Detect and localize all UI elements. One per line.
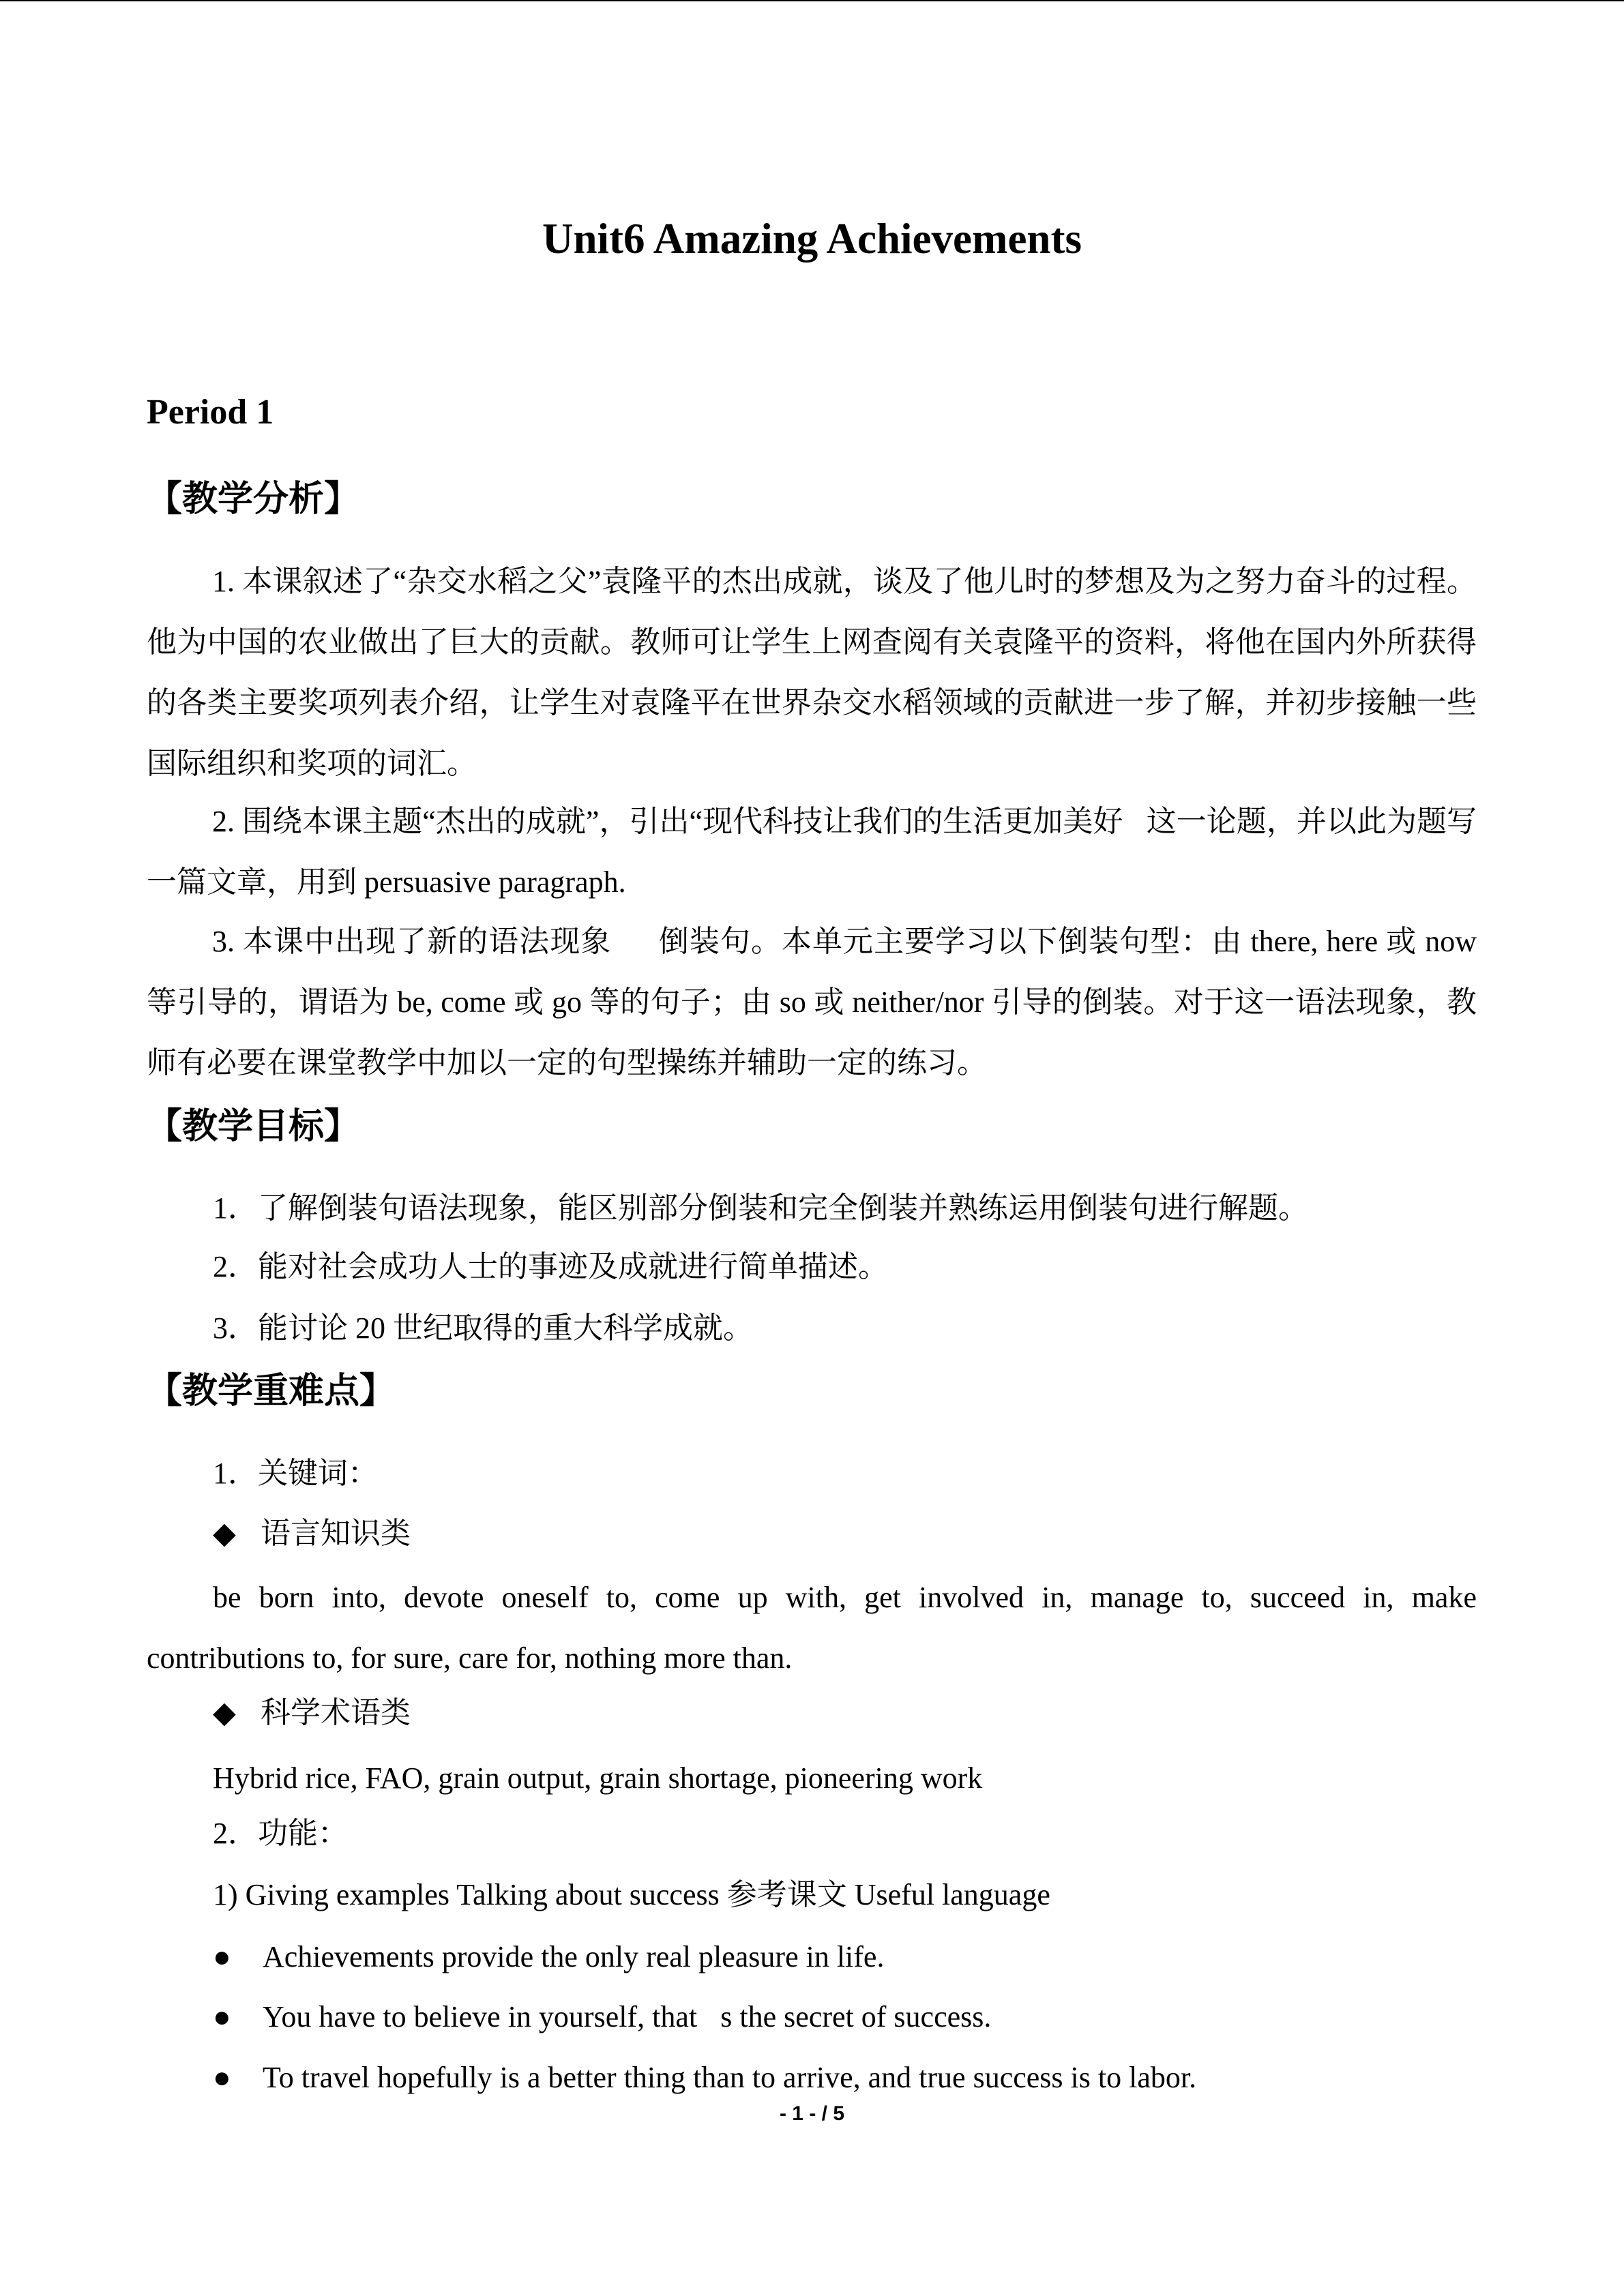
bullet-item-3: To travel hopefully is a better thing than to arrive, and true success is to labor. [263,2061,1197,2094]
analysis-paragraph-3: 3. 本课中出现了新的语法现象  倒装句。本单元主要学习以下倒装句型：由 there, here 或 now 等引导的，谓语为 be, come 或 go 等的句子；由 so 或 neither/nor 引导的倒装。对于这一语法现象，教师有必要在课堂教学中加以一定的句型操练并辅助一定的练习。 [147,925,1477,1079]
period-heading: Period 1 [147,393,274,432]
section-heading-analysis: 【教学分析】 [147,479,360,520]
bullet-icon: ● [213,2000,231,2033]
page-title: Unit6 Amazing Achievements [542,215,1082,263]
language-category-label: 语言知识类 [261,1517,411,1550]
science-category [213,1693,411,1733]
diamond-bullet-icon: ◆ [213,1517,236,1550]
analysis-paragraph-1: 1. 本课叙述了“杂交水稻之父”袁隆平的杰出成就，谈及了他儿时的梦想及为之努力奋斗的过程。他为中国的农业做出了巨大的贡献。教师可让学生上网查阅有关袁隆平的资料，将他在国内外所获得的各类主要奖项列表介绍，让学生对袁隆平在世界杂交水稻领域的贡献进一步了解，并初步接触一些国际组织和奖项的词汇。 [147,565,1477,780]
analysis-paragraph-2: 2. 围绕本课主题“杰出的成就”，引出“现代科技让我们的生活更加美好 这一论题，并以此为题写一篇文章，用到 persuasive paragraph. [147,805,1477,899]
goal-item-2: 2．能对社会成功人士的事迹及成就进行简单描述。 [213,1250,888,1283]
goal-item-1: 1．了解倒装句语法现象，能区别部分倒装和完全倒装并熟练运用倒装句进行解题。 [213,1191,1308,1225]
language-terms-text: be born into, devote oneself to, come up with, get involved in, manage to, succeed in, make contributions to, for sure, care for, nothing more than. [147,1581,1477,1675]
function-label: 2．功能： [213,1817,348,1850]
section-heading-key-points: 【教学重难点】 [147,1371,396,1412]
page-number: - 1 - / 5 [779,2102,845,2125]
function-line: 1) Giving examples Talking about success 参考课文 Useful language [213,1878,1050,1911]
bullet-item-1: Achievements provide the only real pleasure in life. [263,1940,885,1973]
language-category [213,1513,411,1554]
section-heading-goals: 【教学目标】 [147,1106,360,1147]
science-category-label: 科学术语类 [261,1696,411,1729]
bullet-item-2: You have to believe in yourself, that s the secret of success. [263,2000,992,2033]
bullet-icon: ● [213,2061,231,2094]
keywords-label: 1．关键词： [213,1457,378,1490]
science-terms-text: Hybrid rice, FAO, grain output, grain shortage, pioneering work [213,1761,983,1795]
goal-item-3: 3．能讨论 20 世纪取得的重大科学成就。 [213,1311,753,1345]
bullet-icon: ● [213,1940,231,1973]
diamond-bullet-icon: ◆ [213,1696,236,1729]
